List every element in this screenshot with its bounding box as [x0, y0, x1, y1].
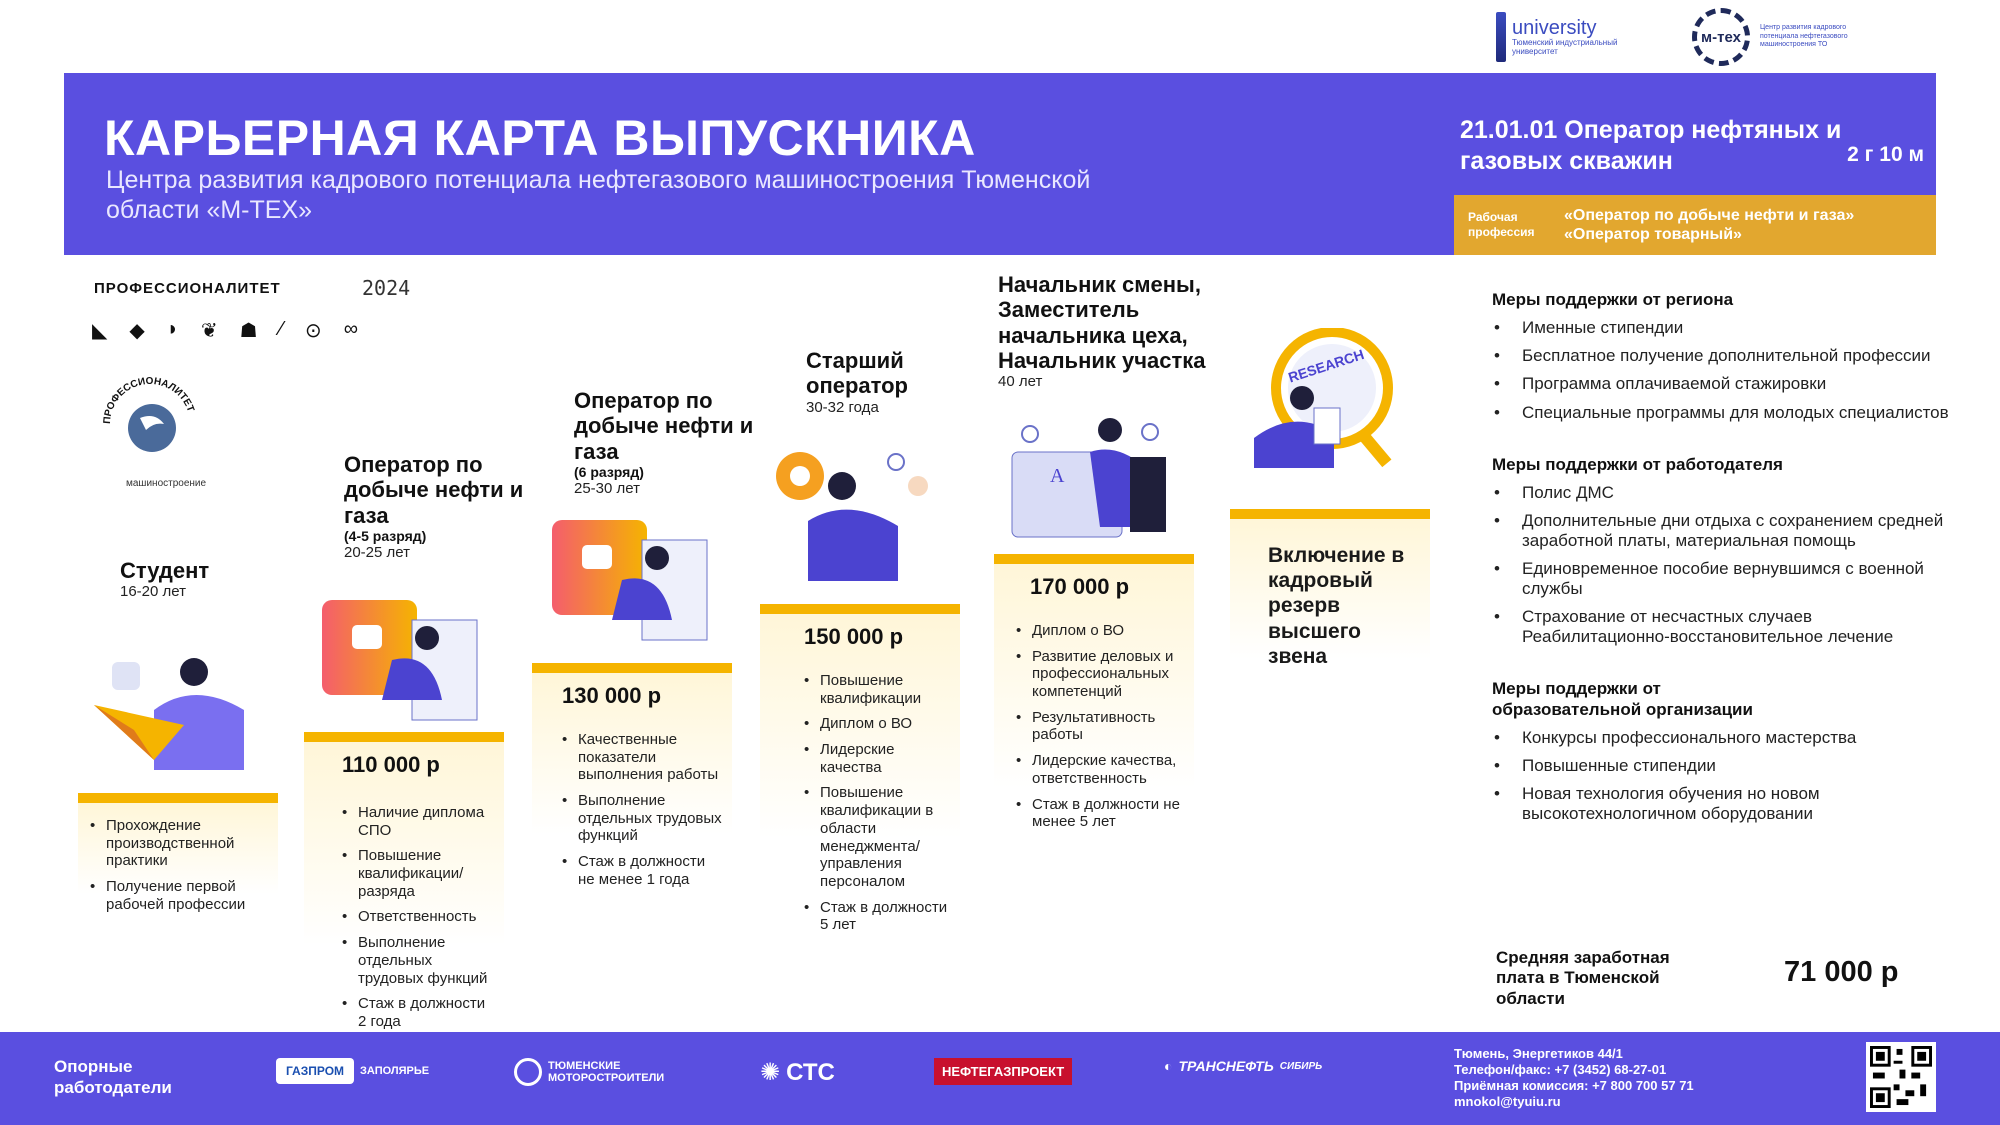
- step-card: [78, 803, 278, 933]
- neftegazproekt-logo-name: НЕФТЕГАЗПРОЕКТ: [934, 1058, 1072, 1085]
- work-profession-box: [1454, 195, 1936, 255]
- operator-illustration-icon: [322, 580, 482, 725]
- employer-logo-transneft: [1164, 1058, 1322, 1074]
- list-item: • Лидерские качества, ответственность: [1016, 752, 1188, 787]
- step-card: [994, 564, 1194, 884]
- list-item: • Развитие деловых и профессиональных компетенций: [1016, 648, 1188, 701]
- glyph-icon: ∞: [343, 318, 358, 340]
- employers-label: Опорные работодатели: [54, 1057, 172, 1098]
- list-item: • Стаж в должности 5 лет: [804, 899, 950, 934]
- average-salary-label: Средняя заработная плата в Тюменской области: [1496, 948, 1670, 1008]
- glyph-icon: ❦: [200, 320, 218, 342]
- list-item: • Стаж в должности не менее 1 года: [562, 853, 722, 888]
- list-item: • Специальные программы для молодых специалистов: [1492, 403, 1952, 423]
- list-item: • Бесплатное получение дополнительной профессии: [1492, 346, 1952, 366]
- support-region-title: Меры поддержки от региона: [1492, 290, 1734, 309]
- step-requirements: [1016, 622, 1188, 831]
- list-item: • Повышение квалификации в области менеджмента/ управления персоналом: [804, 784, 950, 890]
- seal-text: ПРОФЕССИОНАЛИТЕТ: [101, 375, 196, 425]
- professionalitet-brand: ПРОФЕССИОНАЛИТЕТ: [94, 280, 281, 297]
- transneft-logo-name: ТРАНСНЕФТЬ: [1178, 1058, 1274, 1074]
- step-name: Оператор по добыче нефти и газа: [344, 452, 524, 528]
- list-item: • Получение первой рабочей профессии: [90, 878, 268, 913]
- list-item: • Повышенные стипендии: [1492, 756, 1952, 776]
- page-subtitle: Центра развития кадрового потенциала нефтегазового машиностроения Тюменской области «М-ТЕХ»: [106, 166, 1091, 224]
- list-item: • Прохождение производственной практики: [90, 817, 268, 870]
- professionalitet-seal-sub: машиностроение: [126, 478, 207, 489]
- university-logo-sub: Тюменский индустриальный университет: [1512, 37, 1618, 56]
- list-item: • Единовременное пособие вернувшимся с военной службы: [1492, 559, 1952, 599]
- list-item: • Повышение квалификации: [804, 672, 950, 707]
- step-salary: 110 000 р: [342, 752, 440, 777]
- professionalitet-seal-icon: [100, 374, 200, 474]
- employer-logo-sts: [760, 1058, 835, 1087]
- support-edu-title: Меры поддержки от образовательной организации: [1492, 679, 1753, 719]
- employer-logo-gazprom: [276, 1058, 429, 1084]
- glyph-icon: ◆: [129, 320, 145, 342]
- step-bar: [760, 604, 960, 614]
- support-measures: [1492, 290, 1952, 856]
- list-item: • Именные стипендии: [1492, 318, 1952, 338]
- step-salary: 170 000 р: [1030, 574, 1130, 599]
- step-bar: [532, 663, 732, 673]
- transneft-drop-icon: ◐: [1164, 1058, 1173, 1074]
- step-salary: 130 000 р: [562, 683, 662, 708]
- gazprom-logo-sub: ЗАПОЛЯРЬЕ: [360, 1065, 430, 1077]
- senior-operator-illustration-icon: [768, 446, 948, 586]
- contacts: [1454, 1046, 1694, 1110]
- list-item: • Выполнение отдельных трудовых функций: [562, 792, 722, 845]
- step-card: [1230, 519, 1430, 719]
- employer-logo-tmz: [514, 1058, 668, 1086]
- professionalitet-glyphs: [92, 318, 358, 343]
- step-bar: [78, 793, 278, 803]
- sts-logo-name: СТС: [786, 1058, 835, 1086]
- work-profession-label: Рабочая профессия: [1468, 210, 1535, 239]
- step-name: Студент: [120, 558, 210, 583]
- footer: [0, 1032, 2000, 1125]
- step-card: [760, 614, 960, 934]
- study-duration: 2 г 10 м: [1847, 143, 1924, 166]
- support-edu-list: [1492, 728, 1952, 824]
- top-logos: [1496, 8, 1880, 66]
- step-age: 20-25 лет: [344, 543, 410, 561]
- glyph-icon: ◣: [92, 320, 108, 342]
- list-item: • Конкурсы профессионального мастерства: [1492, 728, 1952, 748]
- student-illustration-icon: [94, 650, 254, 785]
- list-item: • Диплом о ВО: [804, 715, 950, 733]
- list-item: • Повышение квалификации/ разряда: [342, 847, 494, 900]
- contact-email[interactable]: mnokol@tyuiu.ru: [1454, 1093, 1561, 1109]
- list-item: • Программа оплачиваемой стажировки: [1492, 374, 1952, 394]
- step-name: Оператор по добыче нефти и газа: [574, 388, 754, 464]
- qr-code-icon[interactable]: [1866, 1042, 1936, 1112]
- step-requirements: [804, 672, 950, 934]
- contact-phone: Телефон/факс: +7 (3452) 68-27-01: [1454, 1061, 1667, 1077]
- step-senior-operator: [806, 348, 966, 416]
- tmz-mark-icon: [514, 1058, 542, 1086]
- list-item: • Результативность работы: [1016, 709, 1188, 744]
- step-age: 40 лет: [998, 373, 1043, 391]
- list-item: • Ответственность: [342, 908, 494, 926]
- average-salary-value: 71 000 р: [1784, 956, 1899, 988]
- glyph-icon: ⊙: [304, 320, 322, 342]
- page-title: КАРЬЕРНАЯ КАРТА ВЫПУСКНИКА: [104, 110, 976, 166]
- step-salary: 150 000 р: [804, 624, 904, 649]
- mtex-gear-icon: м-тех: [1692, 8, 1750, 66]
- research-illustration-icon: [1244, 328, 1404, 478]
- mtex-logo-sub: Центр развития кадрового потенциала нефтегазового машиностроения ТО: [1760, 24, 1848, 49]
- manager-illustration-icon: [1010, 412, 1170, 540]
- header-banner: [64, 73, 1936, 255]
- step-requirements: [90, 817, 268, 913]
- employer-logo-neftegazproekt: [934, 1058, 1072, 1085]
- list-item: • Стаж в должности не менее 5 лет: [1016, 796, 1188, 831]
- research-text: RESEARCH: [1286, 345, 1366, 386]
- work-profession-1: «Оператор по добыче нефти и газа»: [1564, 206, 1855, 224]
- work-profession-2: «Оператор товарный»: [1564, 226, 1742, 243]
- step-age: 16-20 лет: [120, 583, 186, 601]
- list-item: • Полис ДМС: [1492, 483, 1952, 503]
- list-item: • Стаж в должности 2 года: [342, 995, 494, 1030]
- support-region-list: [1492, 318, 1952, 422]
- step-age: 25-30 лет: [574, 479, 640, 497]
- step-name: Включение в кадровый резерв высшего звена: [1268, 544, 1405, 668]
- glyph-icon: ☗: [239, 320, 258, 342]
- step-card: [304, 742, 504, 1032]
- list-item: • Лидерские качества: [804, 741, 950, 776]
- support-employer-list: [1492, 483, 1952, 647]
- list-item: • Диплом о ВО: [1016, 622, 1188, 640]
- step-rank: (6 разряд): [574, 463, 644, 480]
- mtex-logo: [1692, 8, 1880, 66]
- list-item: • Новая технология обучения но новом высокотехнологичном оборудовании: [1492, 784, 1952, 824]
- step-operator-6: [574, 388, 754, 497]
- gazprom-logo-name: ГАЗПРОМ: [276, 1058, 354, 1084]
- sts-star-icon: ✺: [760, 1059, 781, 1086]
- list-item: • Наличие диплома СПО: [342, 804, 494, 839]
- list-item: • Дополнительные дни отдыха с сохранением средней заработной платы, материальная помощь: [1492, 511, 1952, 551]
- university-logo: [1496, 12, 1632, 62]
- step-student: [120, 558, 209, 600]
- step-requirements: [342, 804, 494, 1031]
- step-bar: [1230, 509, 1430, 519]
- university-mark-icon: [1496, 12, 1506, 62]
- university-logo-name: university: [1512, 16, 1597, 39]
- glyph-icon: ◗: [166, 318, 179, 340]
- contact-admission: Приёмная комиссия: +7 800 700 57 71: [1454, 1077, 1694, 1093]
- list-item: • Качественные показатели выполнения работы: [562, 731, 722, 784]
- step-bar: [994, 554, 1194, 564]
- specialty-title: 21.01.01 Оператор нефтяных и газовых скважин: [1460, 116, 1842, 176]
- list-item: • Страхование от несчастных случаев Реабилитационно-восстановительное лечение: [1492, 607, 1952, 647]
- transneft-logo-sub: СИБИРЬ: [1279, 1060, 1323, 1072]
- glyph-icon: ⁄: [279, 318, 283, 340]
- step-requirements: [562, 731, 722, 889]
- step-rank: (4-5 разряд): [344, 527, 427, 544]
- support-employer-title: Меры поддержки от работодателя: [1492, 454, 1783, 474]
- step-name: Начальник смены, Заместитель начальника цеха, Начальник участка: [998, 272, 1206, 373]
- step-age: 30-32 года: [806, 398, 879, 416]
- step-card: [532, 673, 732, 903]
- step-bar: [304, 732, 504, 742]
- step-shift-manager: [998, 272, 1228, 390]
- list-item: • Выполнение отдельных трудовых функций: [342, 934, 494, 987]
- svg-text:A: A: [1050, 465, 1065, 487]
- operator-illustration-icon: [552, 510, 712, 655]
- contact-address: Тюмень, Энергетиков 44/1: [1454, 1046, 1623, 1061]
- tmz-logo-name: ТЮМЕНСКИЕ МОТОРОСТРОИТЕЛИ: [548, 1059, 665, 1084]
- professionalitet-year: 2024: [362, 276, 411, 300]
- step-name: Старший оператор: [806, 348, 908, 399]
- step-operator-4-5: [344, 452, 524, 561]
